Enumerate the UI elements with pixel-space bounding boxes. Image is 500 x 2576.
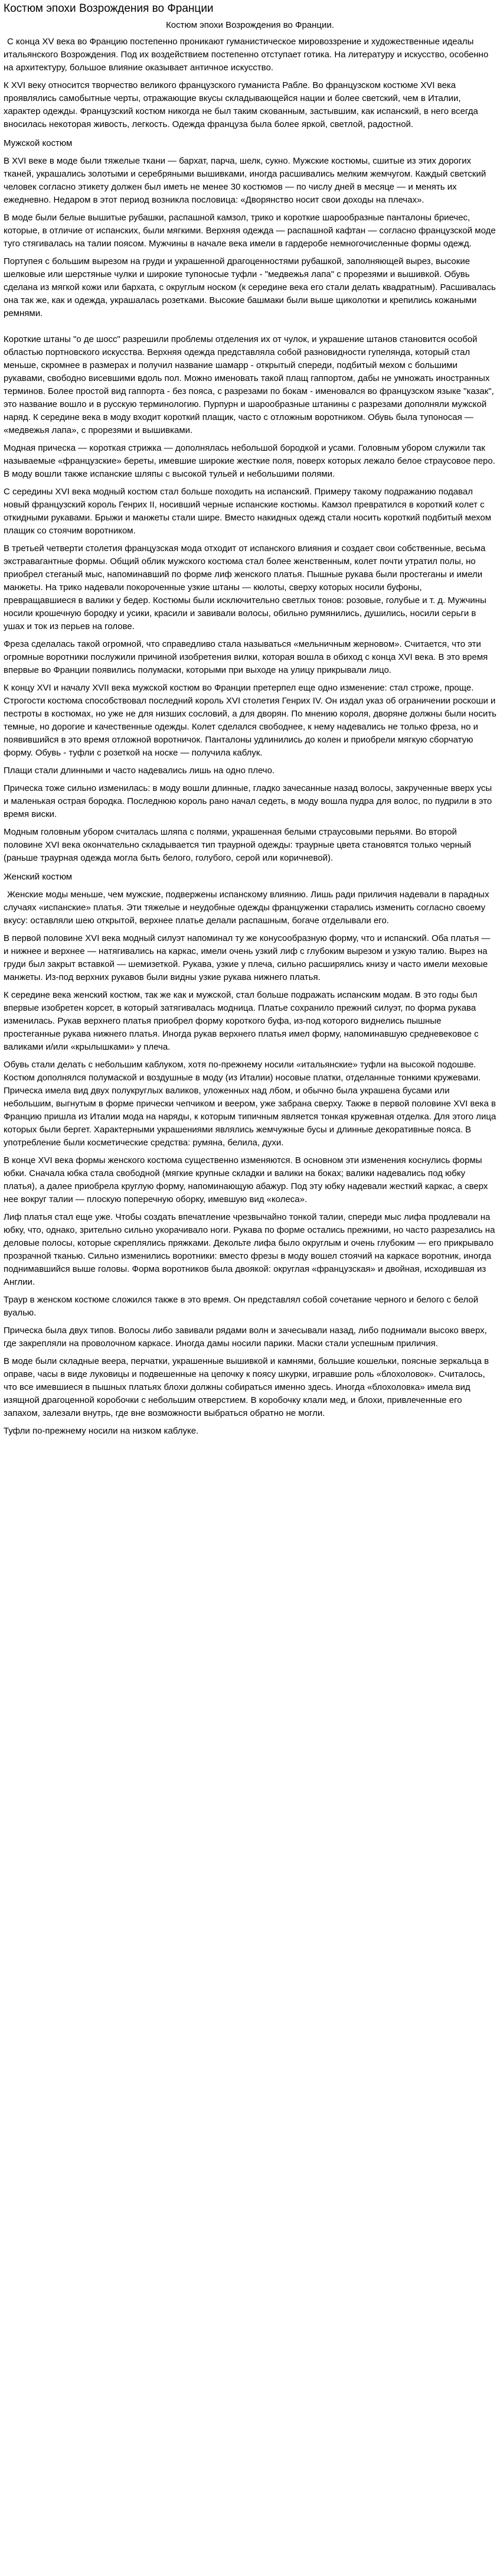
paragraph: К XVI веку относится творчество великого французского гуманиста Рабле. Во французском костюме XVI века проявлялись самобытные черты, отражающие вкусы складывающейся нации и более светский, чем в Италии, характер одежды. Французский костюм никогда не был таким скованным, застывшим, как испанский, в него всегда вносилась некоторая живость, легкость. Одежда француза была более яркой, светлой, радостной. <box>4 80 478 129</box>
page-title: Костюм эпохи Возрождения во Франции <box>4 2 214 15</box>
paragraph: В третьей четверти столетия французская мода отходит от испанского влияния и создает свои собственные, весьма экстравагантные формы. Общий облик мужского костюма стал более женственным, колет почти утратил полы, но приобрел стеганый мыс, напоминавший по форме лиф женского платья. Пышные рукава были простеганы и имели манжеты. На трико надевали покороченные узкие штаны — кюлоты, сверху которых носили буфоны, превращавшиеся в валики у бедер. Костюмы были исключительно светлых тонов: розовые, голубые и т. д. Мужчины носили крошечную бородку и усики, красили и завивали волосы, обильно румянились, душились, носили серьги в ушах и ток из перьев на голове. <box>4 543 486 631</box>
intro-section <box>0 35 500 131</box>
spacer <box>0 325 500 333</box>
paragraph: Короткие штаны "о де шосс" разрешили проблемы отделения их от чулок, и украшение штанов становится особой областью портновского искусства. Верхняя одежда представляла собой разновидности гупелянда, который стал меньше, скромнее в размерах и получил название шамарр - открытый спереди, подбитый мехом с большими рукавами, свободно висевшими вдоль пол. Можно именовать такой плащ гаппортом, дабы не умножать иностранных терминов. Более простой вид гаппорта - без пояса, с разрезами по бокам - именовался во французском языке "казак", это название вошло и в русскую терминологию. Пурпурн и шарообразные штанины с разрезами дополняли мужской наряд. К середине века в моду входит короткий плащик, часто с отложным воротником. Обувь была тупоносая — «медвежья лапа», с прорезями и вышивками. <box>4 334 494 435</box>
female-section <box>0 888 500 1438</box>
paragraph: В первой половине XVI века модный силуэт напоминал ту же конусообразную форму, что и испанский. Оба платья — и нижнее и верхнее — натягивались на каркас, имели очень узкий лиф с глубоким вырезом и узкую талию. Вырез на груди был закрыт вставкой — шемизеткой. Рукава, узкие у плеча, сильно расширялись книзу и часто имели меховые манжеты. Из-под верхних рукавов были видны узкие рукава нижнего платья. <box>4 933 491 982</box>
paragraph: Прическа тоже сильно изменилась: в моду вошли длинные, гладко зачесанные назад волосы, закрученные вверх усы и маленькая острая бородка. Последнюю король рано начал седеть, в моду вошла пудра для волос, по пудрили в это время виски. <box>4 783 492 819</box>
paragraph: В XVI веке в моде были тяжелые ткани — бархат, парча, шелк, сукно. Мужские костюмы, сшитые из этих дорогих тканей, украшались золотыми и серебряными вышивками, иногда расшивались мелким жемчугом. Каждый светский человек согласно этикету должен был иметь не менее 30 костюмов — по числу дней в месяце — и менять их ежедневно. Недаром в этот период возникла пословица: «Дворянство носит свои доходы на плечах». <box>4 156 486 205</box>
paragraph: В конце XVI века формы женского костюма существенно изменяются. В основном эти изменения коснулись формы юбки. Сначала юбка стала свободной (мягкие крупные складки и валики на боках; валики надевались под юбку платья), а далее приобрела круглую форму, напоминающую абажур. Под эту юбку надевали жесткий каркас, а сверх нее вокруг талии — плоскую поперечную оборку, имевшую вид «колеса». <box>4 1155 488 1204</box>
paragraph: Плащи стали длинными и часто надевались лишь на одно плечо. <box>4 766 275 776</box>
paragraph: Туфли по-прежнему носили на низком каблуке. <box>4 1426 199 1436</box>
section-heading-female: Женский костюм <box>4 872 73 882</box>
paragraph: В моде были складные веера, перчатки, украшенные вышивкой и камнями, большие кошельки, поясные зеркальца в оправе, часы в виде луковицы и подвешенные на цепочку к поясу шкурки, игравшие роль «блохоловок». Считалось, что все имевшиеся в пышных платьях блохи должны собираться именно здесь. Иногда «блохоловка» имела вид изящной драгоценной коробочки с небольшим отверстием. В коробочку клали мед, и блохи, привлеченные его запахом, залезали внутрь, где вне возможности выбраться обратно не могли. <box>4 1356 489 1418</box>
paragraph: Фреза сделалась такой огромной, что справедливо стала называться «мельничным жерновом». Считается, что эти огромные воротники послужили причиной изобретения вилки, которая вошла в обиход с конца XVI века. В это время впервые во Франции появились полумаски, которыми при выходе на улицу прикрывали лицо. <box>4 639 488 675</box>
paragraph: Прическа была двух типов. Волосы либо завивали рядами волн и зачесывали назад, либо поднимали высоко вверх, где закрепляли на проволочном каркасе. Иногда дамы носили парики. Маски стали успешным приличия. <box>4 1326 487 1349</box>
paragraph: С конца XV века во Францию постепенно проникают гуманистическое мировоззрение и художественные идеалы итальянского Возрождения. Под их воздействием постепенно отступает готика. На литературу и искусство, особенно на архитектуру, большое влияние оказывает античное искусство. <box>4 37 489 73</box>
paragraph: К концу XVI и началу XVII века мужской костюм во Франции претерпел еще одно изменение: стал строже, проще. Строгости костюма способствовал последний король XVI столетия Генрих IV. Он издал указ об ограничении роскоши и пестроты в костюмах, но уже не для низших сословий, а для дворян. По мнению короля, дворяне должны были носить темные, но дорогие и качественные одежды. Колет сделался свободнее, к нему надевались не только фреза, но и появившийся в это время отложной воротничок. Панталоны удлинились до колен и приобрели мягкую сборчатую форму. Обувь - туфли с розеткой на носке — получила каблук. <box>4 683 496 758</box>
document-subtitle: Костюм эпохи Возрождения во Франции. <box>166 20 334 30</box>
paragraph: Портупея с большим вырезом на груди и украшенной драгоценностями рубашкой, заполняющей вырез, высокие шелковые или шерстяные чулки и широкие тупоносые туфли - "медвежья лапа" с прорезями и вышивкой. Обувь сделана из мягкой кожи или бархата, с округлым носком (к середине века его стали делать квадратным). Расшивалась она так же, как и одежда, украшалась розетками. Высокие башмаки были выше щиколотки и крепились кожаными ремнями. <box>4 256 496 318</box>
paragraph: Женские моды меньше, чем мужские, подвержены испанскому влиянию. Лишь ради приличия надевали в парадных случаях «испанские» платья. Эти тяжелые и неудобные одежды француженки старались изменить согласно своему вкусу: оставляли шею открытой, верхнее платье делали распашным, богаче отделывали его. <box>4 890 489 926</box>
paragraph: В моде были белые вышитые рубашки, распашной камзол, трико и короткие шарообразные панталоны бриечес, которые, в отличие от испанских, были мягкими. Верхняя одежда — распашной кафтан — согласно французской моде туго стягивалась на талии поясом. Мужчины в начале века имели в гардеробе немногочисленные формы одежд. <box>4 213 496 249</box>
section-heading-male: Мужской костюм <box>4 138 73 148</box>
paragraph: Модным головным убором считалась шляпа с полями, украшенная белыми страусовыми перьями. Во второй половине XVI века окончательно складывается тип траурной одежды: траурные цвета становятся только черный (раньше траурная одежда могла быть белого, голубого, серой или коричневой). <box>4 827 471 863</box>
paragraph: Обувь стали делать с небольшим каблуком, хотя по-прежнему носили «итальянские» туфли на высокой подошве. Костюм дополнялся полумаской и воздушные в моду (из Италии) носовые платки, отделанные тонкими кружевами. Прическа имела вид двух полукруглых валиков, уложенных над лбом, и обычно была украшена бусами или небольшим, выгнутым в форме прически чепчиком и веером, уже забрана сверху. Также в первой половине XVI века в Францию пришла из Италии мода на наряды, к которым типичным является тонкая кружевная отделка. Для этого лица которых были бергет. Характерными украшениями являлись жемчужные бусы и длинные декоративные пояса. В употребление были косметические средства: румяна, белила, духи. <box>4 1060 496 1148</box>
paragraph: Модная прическа — короткая стрижка — дополнялась небольшой бородкой и усами. Головным убором служили так называемые «французские» береты, имевшие широкие жесткие поля, поверх которых лежало белое страусовое перо. В моду вошли также испанские шляпы с высокой тульей и небольшими полями. <box>4 443 495 479</box>
paragraph: Лиф платья стал еще уже. Чтобы создать впечатление чрезвычайно тонкой талии, спереди мыс лифа продлевали на юбку, что, однако, зрительно сильно укорачивало ноги. Рукава по форме остались прежними, но часто разрезались на деловые полосы, которые скреплялись пряжками. Декольте лифа было округлым и очень глубоким — его прикрывало прозрачной тканью. Сильно изменились воротники: вместо фрезы в моду вошел стоячий на каркасе воротник, иногда поднимавшийся выше головы. Форма воротников была двоякой: округлая «французская» и двойная, исходившая из Англии. <box>4 1212 495 1287</box>
paragraph: Траур в женском костюме сложился также в это время. Он представлял собой сочетание черного и белого с белой вуалью. <box>4 1295 479 1318</box>
male-section <box>0 155 500 865</box>
paragraph: К середине века женский костюм, так же как и мужской, стал больше подражать испанским модам. В это годы был впервые изобретен корсет, в который затягивалась модница. Платье сохранило прежний силуэт, по форма рукава изменилась. Рукав верхнего платья приобрел форму короткого буфа, из-под которого виднелись пышные простеганные рукава нижнего платья. Иногда рукав верхнего платья имел форму, напоминавшую средневековое с валиками и/или «крылышками» у плеча. <box>4 990 479 1052</box>
paragraph: С середины XVI века модный костюм стал больше походить на испанский. Примеру такому подражанию подавал новый французский король Генрих II, носивший черные испанские костюмы. Камзол превратился в короткий колет с откидными рукавами. Брыжи и манжеты стали шире. Вместо накидных одежд стали носить короткий подбитый мехом плащик со стоячим воротником. <box>4 487 492 536</box>
